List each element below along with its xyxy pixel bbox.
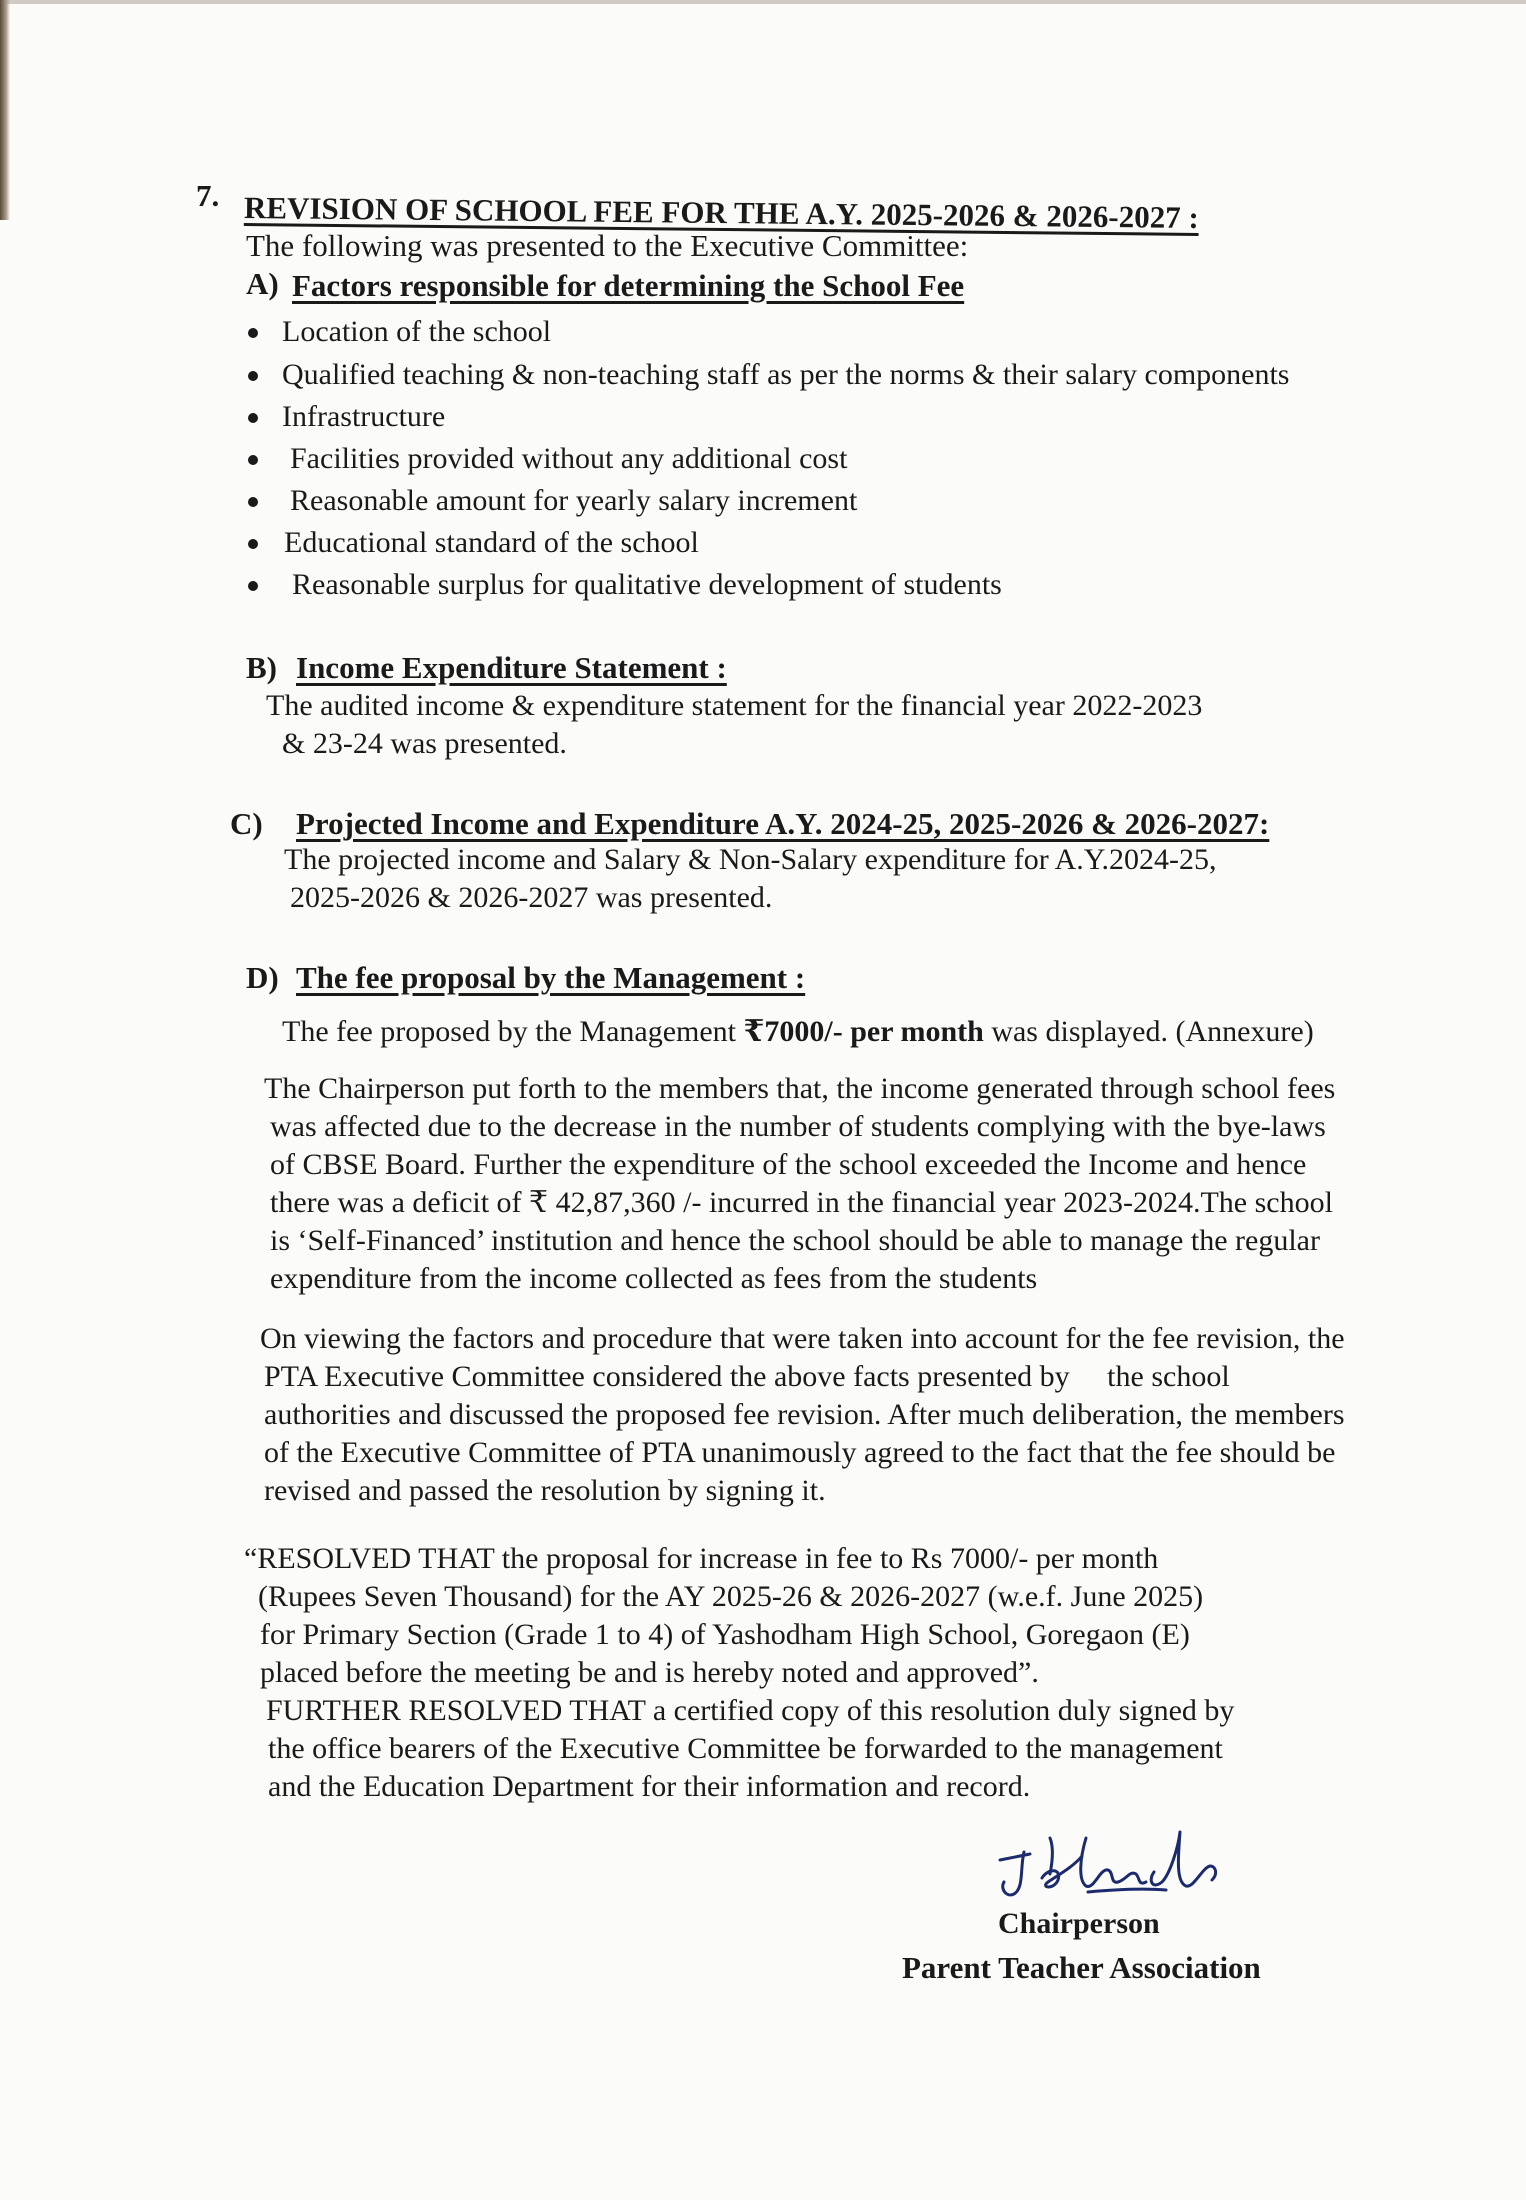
- bullet-icon: [248, 328, 258, 338]
- paragraph-line: authorities and discussed the proposed fee revision. After much deliberation, the members: [264, 1398, 1345, 1431]
- part-b-line: The audited income & expenditure statement for the financial year 2022-2023: [266, 689, 1203, 722]
- factor-item: Facilities provided without any additional cost: [290, 442, 848, 475]
- resolution-line: the office bearers of the Executive Committee be forwarded to the management: [268, 1732, 1223, 1765]
- resolution-line: FURTHER RESOLVED THAT a certified copy of this resolution duly signed by: [266, 1694, 1235, 1727]
- signatory-organization: Parent Teacher Association: [902, 1950, 1261, 1985]
- scan-left-edge: [0, 0, 10, 220]
- paragraph-line: On viewing the factors and procedure that were taken into account for the fee revision, the: [260, 1322, 1345, 1355]
- paragraph-line: expenditure from the income collected as fees from the students: [270, 1262, 1038, 1295]
- part-b-label: B): [246, 650, 277, 685]
- paragraph-line: of CBSE Board. Further the expenditure of the school exceeded the Income and hence: [270, 1148, 1307, 1181]
- factor-item: Infrastructure: [282, 400, 446, 433]
- resolution-line: for Primary Section (Grade 1 to 4) of Yashodham High School, Goregaon (E): [260, 1618, 1190, 1651]
- paragraph-line: was affected due to the decrease in the number of students complying with the bye-laws: [270, 1110, 1326, 1143]
- resolution-block: [244, 1540, 1234, 1806]
- bullet-icon: [248, 581, 258, 591]
- section-title: REVISION OF SCHOOL FEE FOR THE A.Y. 2025-2026 & 2026-2027 :: [243, 190, 1199, 235]
- factor-item: Reasonable amount for yearly salary increment: [290, 484, 858, 517]
- resolution-line: and the Education Department for their information and record.: [268, 1770, 1031, 1803]
- part-c-heading: Projected Income and Expenditure A.Y. 2024-25, 2025-2026 & 2026-2027:: [296, 806, 1270, 841]
- scan-top-edge: [0, 0, 1526, 4]
- paragraph-line: is ‘Self-Financed’ institution and hence the school should be able to manage the regular: [270, 1224, 1320, 1257]
- part-c-line: 2025-2026 & 2026-2027 was presented.: [290, 881, 773, 914]
- handwritten-signature: [990, 1808, 1230, 1918]
- fee-proposal-line: [282, 1014, 1314, 1050]
- resolution-line: “RESOLVED THAT the proposal for increase in fee to Rs 7000/- per month: [244, 1542, 1159, 1575]
- section-intro: The following was presented to the Executive Committee:: [246, 228, 969, 263]
- resolution-line: placed before the meeting be and is hereby noted and approved”.: [260, 1656, 1039, 1689]
- fee-prefix: The fee proposed by the Management: [282, 1015, 736, 1048]
- paragraph-line: revised and passed the resolution by signing it.: [264, 1474, 826, 1507]
- factor-item: Educational standard of the school: [284, 526, 699, 559]
- bullet-icon: [248, 413, 258, 423]
- factor-item: Reasonable surplus for qualitative development of students: [292, 568, 1002, 601]
- bullet-icon: [248, 371, 258, 381]
- part-c-line: The projected income and Salary & Non-Salary expenditure for A.Y.2024-25,: [284, 843, 1217, 876]
- part-d-heading: The fee proposal by the Management :: [296, 960, 806, 995]
- paragraph-line: of the Executive Committee of PTA unanimously agreed to the fact that the fee should be: [264, 1436, 1336, 1469]
- fee-suffix: was displayed. (Annexure): [991, 1015, 1314, 1048]
- section-number: 7.: [196, 178, 220, 213]
- signatory-role: Chairperson: [998, 1907, 1160, 1940]
- paragraph-line: The Chairperson put forth to the members that, the income generated through school fees: [264, 1072, 1336, 1105]
- part-b-line: & 23-24 was presented.: [282, 727, 567, 760]
- bullet-icon: [248, 539, 258, 549]
- bullet-icon: [248, 455, 258, 465]
- part-a-label: A): [246, 266, 279, 301]
- factor-item: Location of the school: [282, 315, 552, 348]
- paragraph-line: there was a deficit of ₹ 42,87,360 /- incurred in the financial year 2023-2024.The school: [270, 1186, 1333, 1219]
- bullet-icon: [248, 497, 258, 507]
- factor-item: Qualified teaching & non-teaching staff as per the norms & their salary components: [282, 358, 1290, 391]
- fee-amount: ₹7000/- per month: [743, 1015, 984, 1048]
- part-b-heading: Income Expenditure Statement :: [296, 650, 727, 685]
- chairperson-paragraph: [264, 1070, 1335, 1298]
- deliberation-paragraph: [260, 1320, 1345, 1510]
- part-a-heading: Factors responsible for determining the School Fee: [292, 268, 965, 303]
- part-c-label: C): [230, 806, 263, 841]
- part-d-label: D): [246, 960, 279, 995]
- resolution-line: (Rupees Seven Thousand) for the AY 2025-26 & 2026-2027 (w.e.f. June 2025): [258, 1580, 1204, 1613]
- paragraph-line: PTA Executive Committee considered the above facts presented by the school: [264, 1360, 1230, 1393]
